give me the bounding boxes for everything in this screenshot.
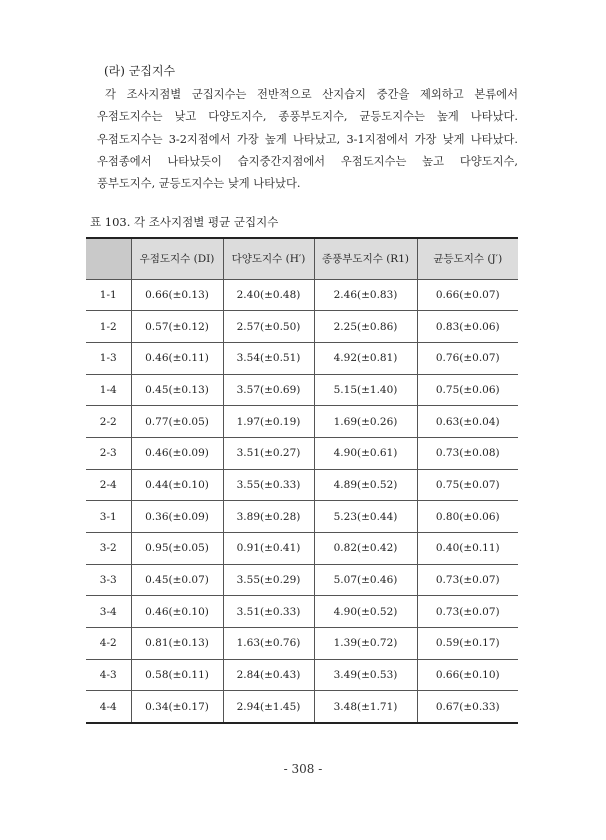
table-row: [86, 406, 518, 438]
diversity-cell: 3.55(±0.29): [223, 564, 314, 596]
dominance-cell: 0.45(±0.07): [131, 564, 223, 596]
station-cell: 4-3: [86, 659, 131, 691]
table-row: [86, 596, 518, 628]
evenness-cell: 0.73(±0.08): [417, 437, 518, 469]
diversity-cell: 1.97(±0.19): [223, 406, 314, 438]
station-cell: 1-4: [86, 374, 131, 406]
table-row: [86, 659, 518, 691]
richness-cell: 1.39(±0.72): [314, 628, 417, 660]
station-cell: 1-2: [86, 311, 131, 343]
station-cell: 4-2: [86, 628, 131, 660]
diversity-cell: 2.94(±1.45): [223, 691, 314, 723]
header-diversity-index: 다양도지수 (H′): [223, 238, 314, 279]
dominance-cell: 0.44(±0.10): [131, 469, 223, 501]
table-header-row: [86, 238, 518, 279]
header-evenness-index: 균등도지수 (J′): [417, 238, 518, 279]
richness-cell: 0.82(±0.42): [314, 533, 417, 565]
station-cell: 2-3: [86, 437, 131, 469]
dominance-cell: 0.58(±0.11): [131, 659, 223, 691]
richness-cell: 2.25(±0.86): [314, 311, 417, 343]
table-row: [86, 691, 518, 723]
station-cell: 1-1: [86, 279, 131, 311]
diversity-cell: 1.63(±0.76): [223, 628, 314, 660]
richness-cell: 1.69(±0.26): [314, 406, 417, 438]
dominance-cell: 0.46(±0.11): [131, 342, 223, 374]
evenness-cell: 0.63(±0.04): [417, 406, 518, 438]
evenness-cell: 0.67(±0.33): [417, 691, 518, 723]
richness-cell: 4.90(±0.61): [314, 437, 417, 469]
table-row: [86, 533, 518, 565]
station-cell: 3-1: [86, 501, 131, 533]
diversity-cell: 3.57(±0.69): [223, 374, 314, 406]
dominance-cell: 0.45(±0.13): [131, 374, 223, 406]
table-row: [86, 342, 518, 374]
richness-cell: 4.90(±0.52): [314, 596, 417, 628]
table-row: [86, 628, 518, 660]
header-dominance-index: 우점도지수 (DI): [131, 238, 223, 279]
table-row: [86, 311, 518, 343]
diversity-cell: 3.54(±0.51): [223, 342, 314, 374]
evenness-cell: 0.73(±0.07): [417, 596, 518, 628]
station-cell: 2-4: [86, 469, 131, 501]
richness-cell: 4.89(±0.52): [314, 469, 417, 501]
table-row: [86, 279, 518, 311]
richness-cell: 2.46(±0.83): [314, 279, 417, 311]
dominance-cell: 0.77(±0.05): [131, 406, 223, 438]
evenness-cell: 0.66(±0.10): [417, 659, 518, 691]
evenness-cell: 0.75(±0.07): [417, 469, 518, 501]
richness-cell: 3.48(±1.71): [314, 691, 417, 723]
table-row: [86, 564, 518, 596]
table-row: [86, 501, 518, 533]
diversity-cell: 3.89(±0.28): [223, 501, 314, 533]
diversity-cell: 0.91(±0.41): [223, 533, 314, 565]
table-caption: 표 103. 각 조사지점별 평균 군집지수: [90, 215, 279, 229]
dominance-cell: 0.57(±0.12): [131, 311, 223, 343]
dominance-cell: 0.46(±0.10): [131, 596, 223, 628]
table-body: [86, 279, 518, 723]
dominance-cell: 0.34(±0.17): [131, 691, 223, 723]
diversity-cell: 3.51(±0.33): [223, 596, 314, 628]
station-cell: 1-3: [86, 342, 131, 374]
dominance-cell: 0.66(±0.13): [131, 279, 223, 311]
table-row: [86, 374, 518, 406]
header-station: [86, 238, 131, 279]
richness-cell: 5.07(±0.46): [314, 564, 417, 596]
dominance-cell: 0.46(±0.09): [131, 437, 223, 469]
diversity-cell: 3.51(±0.27): [223, 437, 314, 469]
station-cell: 4-4: [86, 691, 131, 723]
richness-cell: 5.15(±1.40): [314, 374, 417, 406]
diversity-cell: 2.40(±0.48): [223, 279, 314, 311]
body-paragraph: 각 조사지점별 군집지수는 전반적으로 산지습지 중간을 제외하고 본류에서 우점도지수는 낮고 다양도지수, 종풍부도지수, 균등도지수는 높게 나타났다. 우점도지수는 3-2지점에서 가장 높게 나타났고, 3-1지점에서 가장 낮게 나타났다. 우점종에서 나타났듯이 습지중간지점에서 우점도지수는 높고 다양도지수, 풍부도지수, 균등도지수는 낮게 나타났다.: [97, 88, 518, 191]
table-row: [86, 469, 518, 501]
page-number: - 308 -: [283, 762, 323, 776]
diversity-cell: 2.57(±0.50): [223, 311, 314, 343]
richness-cell: 4.92(±0.81): [314, 342, 417, 374]
station-cell: 3-3: [86, 564, 131, 596]
evenness-cell: 0.76(±0.07): [417, 342, 518, 374]
header-richness-index: 종풍부도지수 (R1): [314, 238, 417, 279]
station-cell: 3-4: [86, 596, 131, 628]
diversity-cell: 2.84(±0.43): [223, 659, 314, 691]
section-heading: (라) 군집지수: [104, 64, 176, 78]
evenness-cell: 0.73(±0.07): [417, 564, 518, 596]
evenness-cell: 0.75(±0.06): [417, 374, 518, 406]
evenness-cell: 0.80(±0.06): [417, 501, 518, 533]
evenness-cell: 0.59(±0.17): [417, 628, 518, 660]
station-cell: 2-2: [86, 406, 131, 438]
diversity-cell: 3.55(±0.33): [223, 469, 314, 501]
evenness-cell: 0.83(±0.06): [417, 311, 518, 343]
station-cell: 3-2: [86, 533, 131, 565]
community-index-table: [86, 237, 518, 724]
richness-cell: 3.49(±0.53): [314, 659, 417, 691]
richness-cell: 5.23(±0.44): [314, 501, 417, 533]
evenness-cell: 0.40(±0.11): [417, 533, 518, 565]
table-row: [86, 437, 518, 469]
dominance-cell: 0.36(±0.09): [131, 501, 223, 533]
dominance-cell: 0.81(±0.13): [131, 628, 223, 660]
evenness-cell: 0.66(±0.07): [417, 279, 518, 311]
dominance-cell: 0.95(±0.05): [131, 533, 223, 565]
